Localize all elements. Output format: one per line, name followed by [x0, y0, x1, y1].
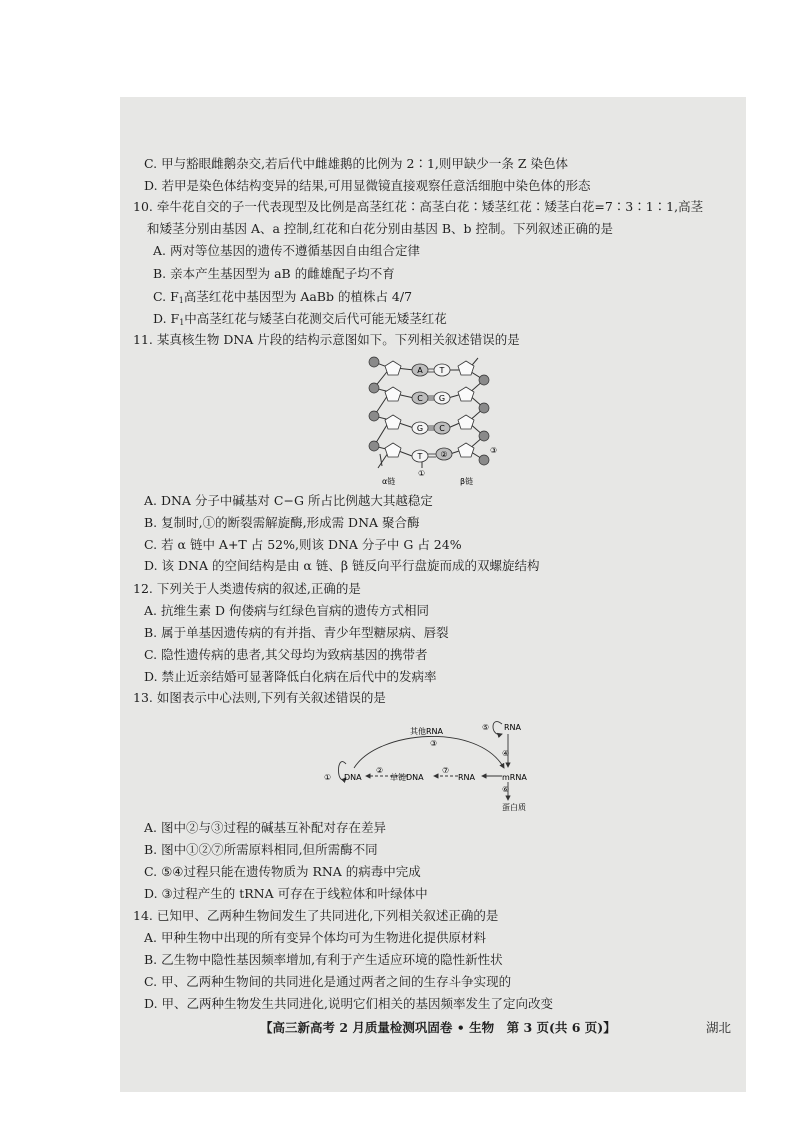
label-step-2: ②: [376, 766, 384, 775]
q9-option-d: D. 若甲是染色体结构变异的结果,可用显微镜直接观察任意活细胞中染色体的形态: [144, 178, 591, 193]
label-mark-3: ③: [490, 446, 498, 455]
sugar-right-2: [458, 387, 474, 401]
base-letter-left-4: T: [417, 452, 423, 461]
label-rna-middle: RNA: [458, 773, 476, 782]
q10-stem-line1: 10. 牵牛花自交的子一代表现型及比例是高茎红花∶高茎白花∶矮茎红花∶矮茎白花=7∶3∶1∶1,高茎: [133, 199, 704, 214]
q14-option-a: A. 甲种生物中出现的所有变异个体均可为生物进化提供原材料: [144, 930, 486, 945]
label-step-6: ⑥: [502, 785, 510, 794]
base-letter-right-1: T: [439, 366, 445, 375]
phosphate-right-2: [479, 403, 489, 413]
q9-option-c: C. 甲与豁眼雌鹅杂交,若后代中雌雄鹅的比例为 2∶1,则甲缺少一条 Z 染色体: [144, 156, 569, 171]
q10-option-d: D. $F_1$中高茎红花与矮茎白花测交后代可能无矮茎红花: [153, 311, 447, 327]
label-beta-chain: β链: [460, 477, 474, 486]
label-single-strand-dna: 单链DNA: [390, 773, 424, 782]
phosphate-left-3: [369, 411, 379, 421]
q14-option-c: C. 甲、乙两种生物间的共同进化是通过两者之间的生存斗争实现的: [144, 974, 512, 989]
q10-stem-line2: 和矮茎分别由基因 A、a 控制,红花和白花分别由基因 B、b 控制。下列叙述正确的是: [147, 221, 614, 236]
base-letter-right-2: G: [438, 394, 446, 403]
label-step-5: ⑤: [482, 723, 490, 732]
q13-stem: 13. 如图表示中心法则,下列有关叙述错误的是: [133, 690, 386, 705]
q11-option-b: B. 复制时,①的断裂需解旋酶,形成需 DNA 聚合酶: [144, 515, 420, 530]
q10-option-b: B. 亲本产生基因型为 aB 的雌雄配子均不育: [153, 266, 395, 281]
base-letter-right-4: ②: [440, 450, 448, 459]
label-dna: DNA: [344, 773, 362, 782]
q12-option-b: B. 属于单基因遗传病的有并指、青少年型糖尿病、唇裂: [144, 625, 449, 640]
q11-stem: 11. 某真核生物 DNA 片段的结构示意图如下。下列相关叙述错误的是: [133, 332, 520, 347]
phosphate-left-4: [369, 441, 379, 451]
q14-option-b: B. 乙生物中隐性基因频率增加,有利于产生适应环境的隐性新性状: [144, 952, 503, 967]
q11-option-d: D. 该 DNA 的空间结构是由 α 链、β 链反向平行盘旋而成的双螺旋结构: [144, 558, 540, 573]
label-step-7: ⑦: [442, 766, 450, 775]
label-step-3: ③: [430, 739, 438, 748]
q13-option-a: A. 图中②与③过程的碱基互补配对存在差异: [144, 820, 386, 835]
q13-option-c: C. ⑤④过程只能在遗传物质为 RNA 的病毒中完成: [144, 864, 421, 879]
label-protein: 蛋白质: [502, 803, 526, 812]
q13-option-d: D. ③过程产生的 tRNA 可存在于线粒体和叶绿体中: [144, 886, 428, 901]
q12-option-c: C. 隐性遗传病的患者,其父母均为致病基因的携带者: [144, 647, 428, 662]
sugar-left-2: [385, 387, 401, 401]
q13-option-b: B. 图中①②⑦所需原料相同,但所需酶不同: [144, 842, 378, 857]
q11-option-a: A. DNA 分子中碱基对 C−G 所占比例越大其越稳定: [144, 493, 433, 508]
label-rna-top: RNA: [504, 723, 522, 732]
phosphate-right-3: [479, 431, 489, 441]
central-dogma-diagram: [318, 712, 558, 816]
label-step-4: ④: [502, 749, 510, 758]
sugar-left-3: [385, 415, 401, 429]
q14-stem: 14. 已知甲、乙两种生物间发生了共同进化,下列相关叙述正确的是: [133, 908, 499, 923]
dna-structure-diagram: [360, 350, 520, 490]
label-mark-1: ①: [418, 469, 426, 478]
footer-region: 湖北: [706, 1020, 732, 1035]
sugar-right-3: [458, 415, 474, 429]
phosphate-right-4: [479, 455, 489, 465]
q10-option-c: C. $F_1$高茎红花中基因型为 AaBb 的植株占 4/7: [153, 289, 413, 305]
base-letter-left-2: C: [417, 394, 423, 403]
label-mrna: mRNA: [502, 773, 527, 782]
label-step-1: ①: [324, 773, 332, 782]
q12-stem: 12. 下列关于人类遗传病的叙述,正确的是: [133, 581, 361, 596]
phosphate-right-1: [479, 375, 489, 385]
sugar-right-4: [458, 443, 474, 457]
q14-option-d: D. 甲、乙两种生物发生共同进化,说明它们相关的基因频率发生了定向改变: [144, 996, 553, 1011]
base-letter-right-3: C: [439, 424, 445, 433]
base-letter-left-1: A: [417, 366, 423, 375]
sugar-right-1: [458, 361, 474, 375]
base-letter-left-3: G: [416, 424, 424, 433]
sugar-left-1: [385, 361, 401, 375]
label-alpha-chain: α链: [382, 477, 396, 486]
page-footer: 【高三新高考 2 月质量检测巩固卷 • 生物 第 3 页(共 6 页)】: [260, 1020, 616, 1035]
phosphate-left-2: [369, 383, 379, 393]
q12-option-d: D. 禁止近亲结婚可显著降低白化病在后代中的发病率: [144, 669, 437, 684]
sugar-left-4: [385, 443, 401, 457]
q12-option-a: A. 抗维生素 D 佝偻病与红绿色盲病的遗传方式相同: [144, 603, 429, 618]
q11-option-c: C. 若 α 链中 A+T 占 52%,则该 DNA 分子中 G 占 24%: [144, 537, 462, 552]
q10-option-a: A. 两对等位基因的遗传不遵循基因自由组合定律: [153, 243, 420, 258]
label-other-rna: 其他RNA: [410, 727, 444, 736]
phosphate-left-1: [369, 357, 379, 367]
